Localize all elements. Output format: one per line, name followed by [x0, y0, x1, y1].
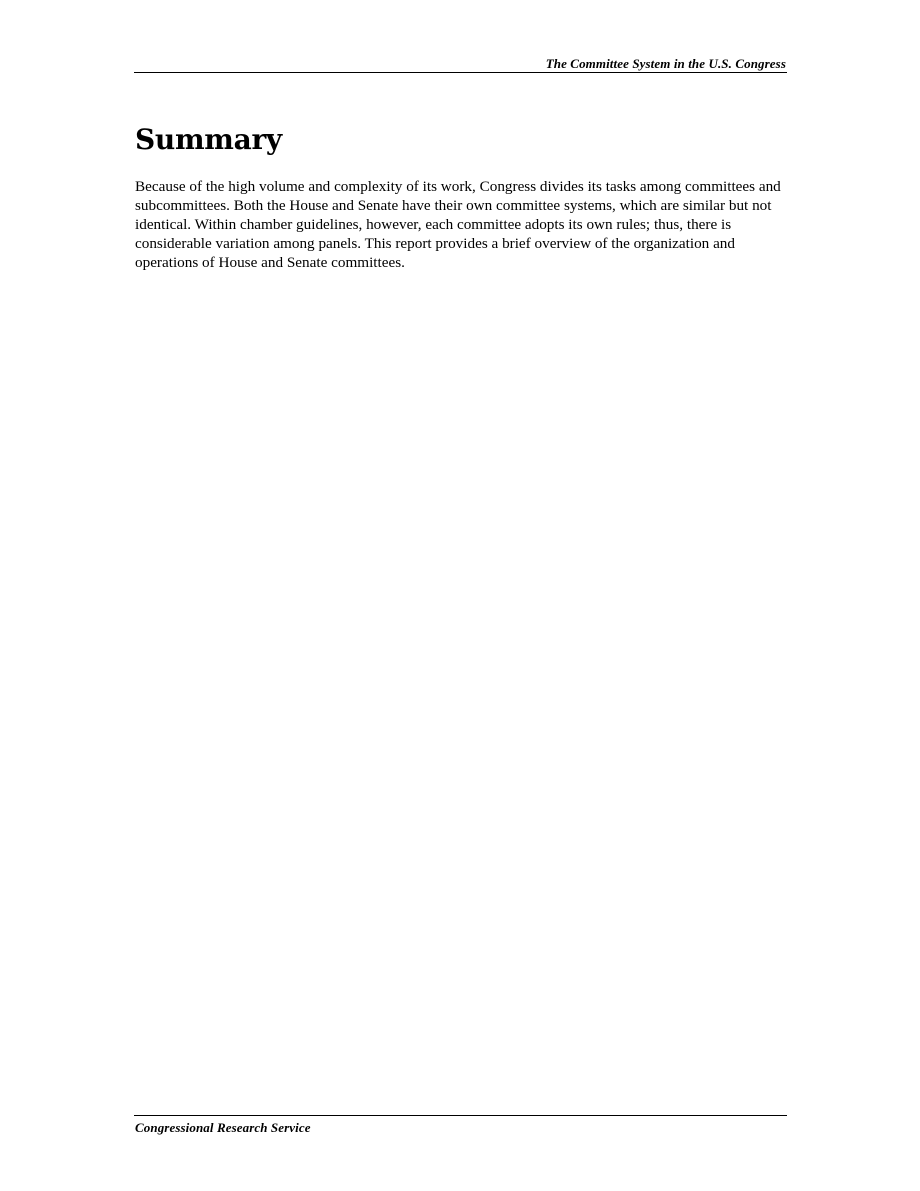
section-title: Summary — [135, 123, 282, 156]
footer-rule — [134, 1115, 787, 1116]
summary-paragraph: Because of the high volume and complexity of its work, Congress divides its tasks among committees and subcommittees. Both the House and Senate have their own committee systems, which are similar but not identical. Within chamber guidelines, however, each committee adopts its own rules; thus, there is considerable variation among panels. This report provides a brief overview of the organization and operations of House and Senate committees. — [135, 178, 781, 272]
running-footer-organization: Congressional Research Service — [135, 1120, 311, 1135]
header-rule — [134, 72, 787, 73]
running-header-title: The Committee System in the U.S. Congress — [545, 56, 786, 71]
